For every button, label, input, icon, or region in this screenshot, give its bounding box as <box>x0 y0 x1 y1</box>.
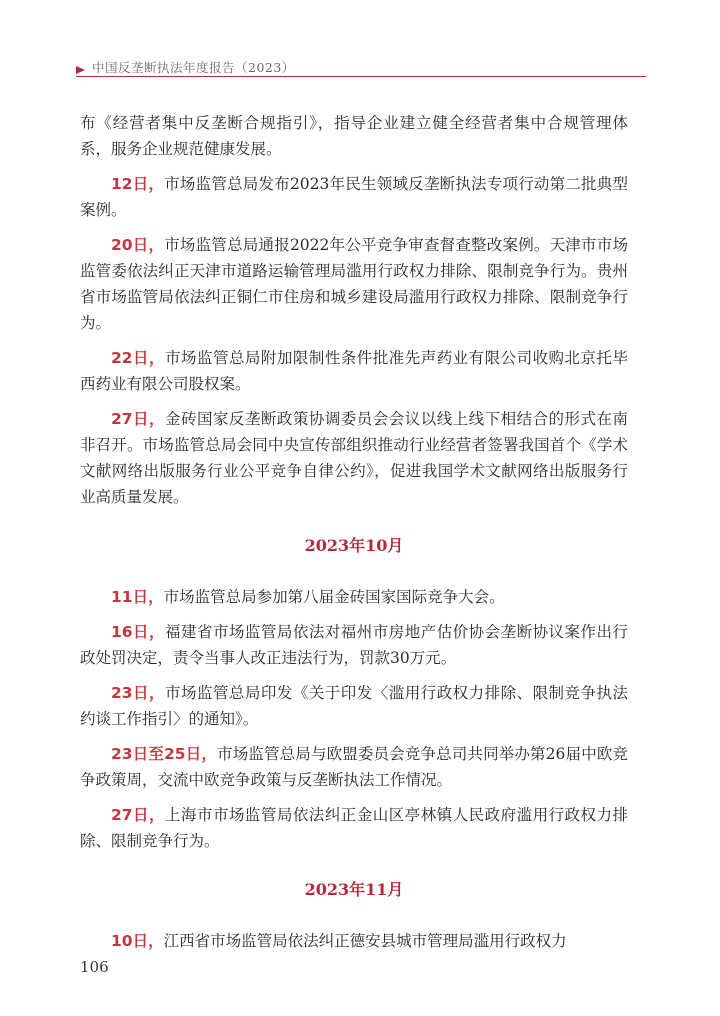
entry-nov-10 <box>80 928 628 954</box>
entry-date: 12日， <box>111 175 165 193</box>
entry-sep-20 <box>80 232 628 336</box>
entry-sep-12 <box>80 171 628 223</box>
entry-date: 11日， <box>111 588 164 606</box>
entry-oct-27 <box>80 802 628 854</box>
header-rule <box>76 76 646 77</box>
entry-text: 市场监管总局印发《关于印发〈滥用行政权力排除、限制竞争执法约谈工作指引〉的通知》。 <box>80 684 628 728</box>
entry-text: 市场监管总局附加限制性条件批准先声药业有限公司收购北京托毕西药业有限公司股权案。 <box>80 349 628 393</box>
entry-oct-11 <box>80 584 628 610</box>
entry-text: 市场监管总局发布2023年民生领域反垄断执法专项行动第二批典型案例。 <box>80 175 628 219</box>
entry-text: 市场监管总局通报2022年公平竞争审查督查整改案例。天津市市场监管委依法纠正天津市道路运输管理局滥用行政权力排除、限制竞争行为。贵州省市场监管局依法纠正铜仁市住房和城乡建设局滥用行政权力排除、限制竞争行为。 <box>80 236 628 332</box>
paragraph-text: 布《经营者集中反垄断合规指引》，指导企业建立健全经营者集中合规管理体系，服务企业规范健康发展。 <box>80 114 628 158</box>
month-heading-october: 2023年10月 <box>304 536 404 555</box>
entry-oct-23-25 <box>80 741 628 793</box>
entry-text: 市场监管总局与欧盟委员会竞争总司共同举办第26届中欧竞争政策周，交流中欧竞争政策与反垄断执法工作情况。 <box>80 745 629 789</box>
paragraph-continued <box>80 110 628 162</box>
header-title: 中国反垄断执法年度报告（2023） <box>92 60 295 75</box>
entry-date: 20日， <box>111 236 165 254</box>
entry-oct-16 <box>80 619 628 671</box>
running-header <box>76 40 646 80</box>
entry-sep-27 <box>80 406 628 510</box>
entry-text: 江西省市场监管局依法纠正德安县城市管理局滥用行政权力 <box>163 932 567 950</box>
header-triangle-marker <box>76 66 85 74</box>
page-number: 106 <box>80 958 109 976</box>
entry-date: 27日， <box>111 806 166 824</box>
entry-text: 福建省市场监管局依法对福州市房地产估价协会垄断协议案作出行政处罚决定，责令当事人改正违法行为，罚款30万元。 <box>80 623 628 667</box>
entry-date: 16日， <box>111 623 166 641</box>
entry-sep-22 <box>80 345 628 397</box>
month-heading-november: 2023年11月 <box>304 880 404 899</box>
entry-date: 27日， <box>111 410 166 428</box>
entry-date: 22日， <box>111 349 166 367</box>
entry-date: 23日至25日， <box>111 745 218 763</box>
page-body <box>80 110 628 954</box>
entry-text: 上海市市场监管局依法纠正金山区亭林镇人民政府滥用行政权力排除、限制竞争行为。 <box>80 806 628 850</box>
entry-text: 金砖国家反垄断政策协调委员会会议以线上线下相结合的形式在南非召开。市场监管总局会同中央宣传部组织推动行业经营者签署我国首个《学术文献网络出版服务行业公平竞争自律公约》，促进我国学术文献网络出版服务行业高质量发展。 <box>80 410 628 506</box>
entry-date: 23日， <box>111 684 166 702</box>
entry-date: 10日， <box>111 932 164 950</box>
entry-text: 市场监管总局参加第八届金砖国家国际竞争大会。 <box>163 588 505 606</box>
entry-oct-23 <box>80 680 628 732</box>
